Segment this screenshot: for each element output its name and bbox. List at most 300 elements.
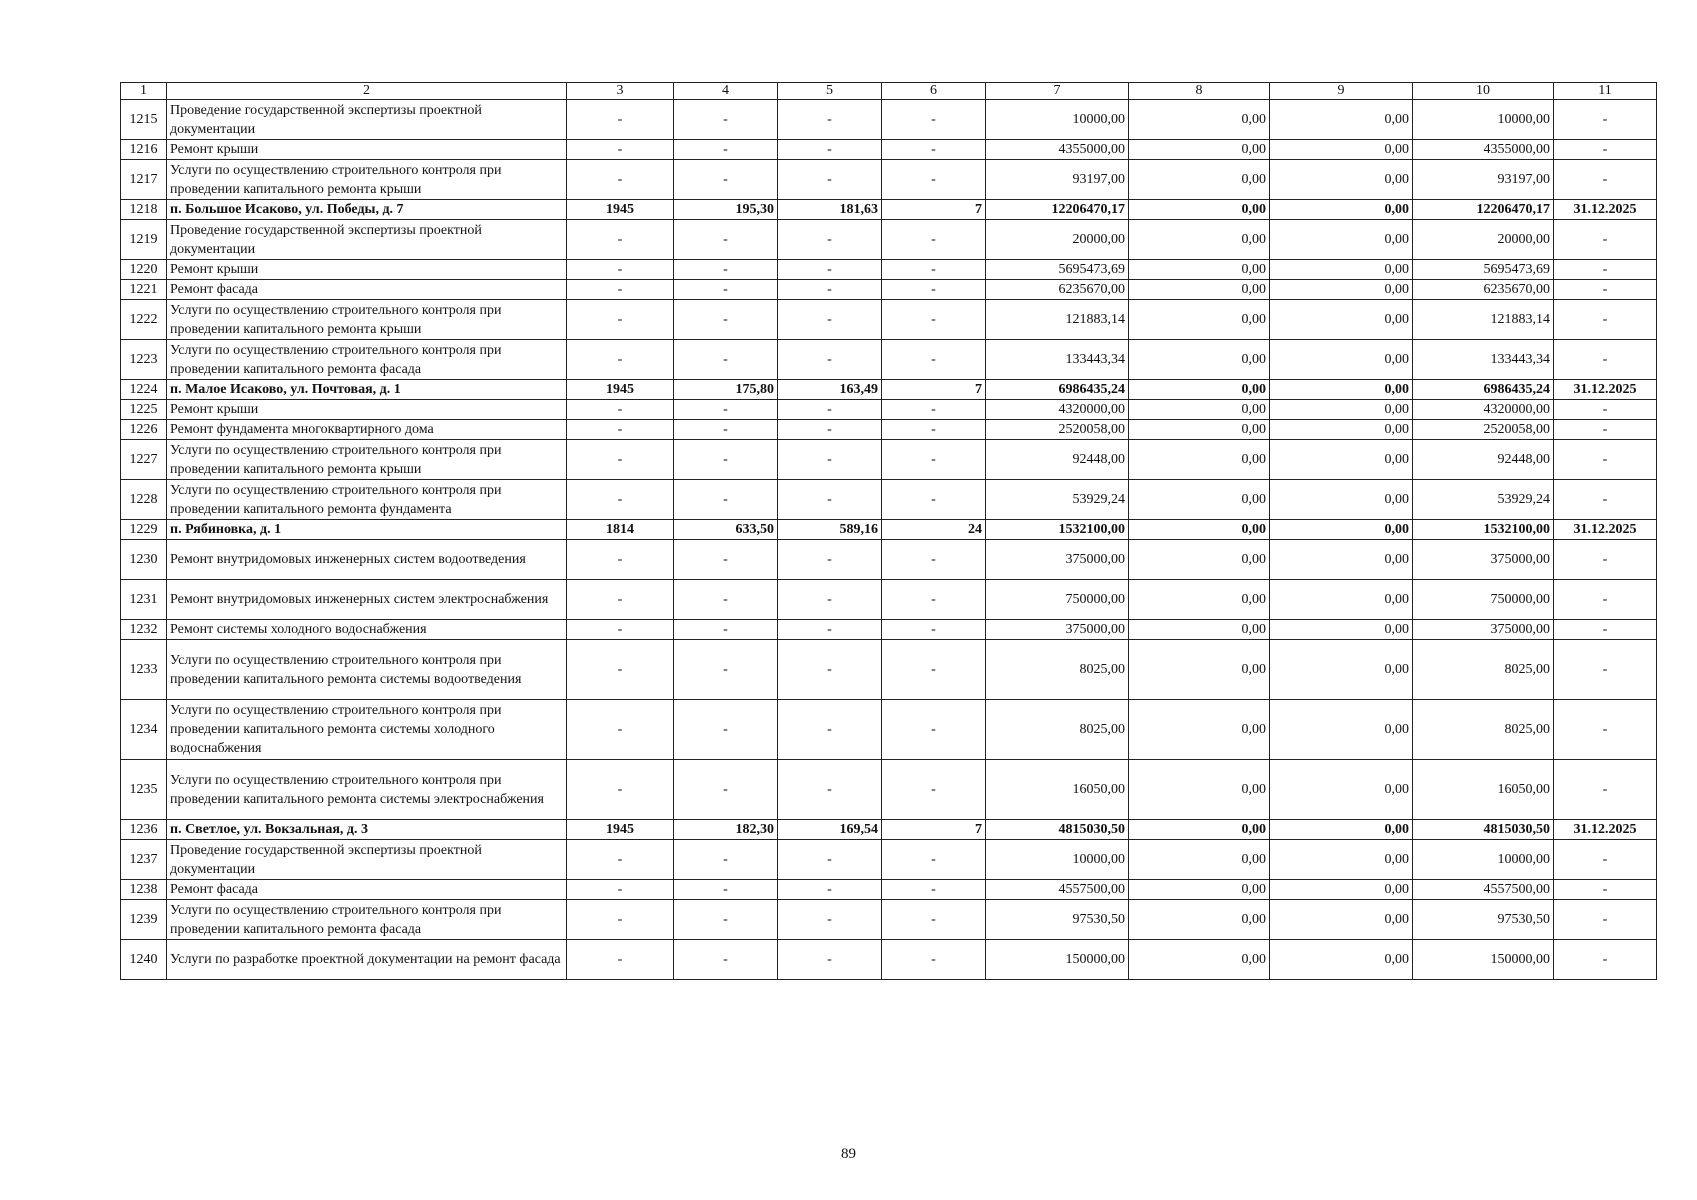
table-row (121, 620, 1657, 640)
col-11-cell: 31.12.2025 (1554, 200, 1657, 220)
col-11-cell: - (1554, 620, 1657, 640)
col-5-cell: - (778, 300, 882, 340)
col-8-cell: 0,00 (1129, 480, 1270, 520)
col-4-cell: - (674, 900, 778, 940)
col-10-cell: 97530,50 (1413, 900, 1554, 940)
col-3-cell: - (567, 260, 674, 280)
col-3-cell: - (567, 880, 674, 900)
col-7-cell: 150000,00 (986, 940, 1129, 980)
row-number-cell: 1220 (121, 260, 167, 280)
col-5-cell: 163,49 (778, 380, 882, 400)
header-cell: 7 (986, 83, 1129, 100)
work-name-cell: п. Малое Исаково, ул. Почтовая, д. 1 (167, 380, 567, 400)
header-cell: 8 (1129, 83, 1270, 100)
col-8-cell: 0,00 (1129, 900, 1270, 940)
work-name-cell: п. Светлое, ул. Вокзальная, д. 3 (167, 820, 567, 840)
col-11-cell: - (1554, 940, 1657, 980)
col-9-cell: 0,00 (1270, 760, 1413, 820)
work-name-cell: Ремонт внутридомовых инженерных систем водоотведения (167, 540, 567, 580)
col-5-cell: - (778, 840, 882, 880)
col-10-cell: 4557500,00 (1413, 880, 1554, 900)
col-4-cell: - (674, 160, 778, 200)
col-7-cell: 10000,00 (986, 840, 1129, 880)
col-3-cell: - (567, 620, 674, 640)
col-6-cell: 7 (882, 820, 986, 840)
col-9-cell: 0,00 (1270, 140, 1413, 160)
col-11-cell: - (1554, 640, 1657, 700)
table-row (121, 940, 1657, 980)
col-7-cell: 53929,24 (986, 480, 1129, 520)
col-5-cell: - (778, 340, 882, 380)
row-number-cell: 1232 (121, 620, 167, 640)
col-8-cell: 0,00 (1129, 640, 1270, 700)
col-8-cell: 0,00 (1129, 880, 1270, 900)
col-7-cell: 93197,00 (986, 160, 1129, 200)
col-8-cell: 0,00 (1129, 280, 1270, 300)
work-name-cell: Проведение государственной экспертизы проектной документации (167, 100, 567, 140)
col-9-cell: 0,00 (1270, 380, 1413, 400)
table-row (121, 880, 1657, 900)
col-6-cell: - (882, 280, 986, 300)
col-6-cell: - (882, 140, 986, 160)
col-9-cell: 0,00 (1270, 100, 1413, 140)
col-7-cell: 8025,00 (986, 700, 1129, 760)
col-8-cell: 0,00 (1129, 940, 1270, 980)
header-cell: 4 (674, 83, 778, 100)
col-8-cell: 0,00 (1129, 760, 1270, 820)
work-name-cell: Услуги по осуществлению строительного контроля при проведении капитального ремонта системы холодного водоснабжения (167, 700, 567, 760)
row-number-cell: 1218 (121, 200, 167, 220)
col-6-cell: - (882, 260, 986, 280)
col-6-cell: - (882, 640, 986, 700)
col-11-cell: 31.12.2025 (1554, 820, 1657, 840)
col-7-cell: 8025,00 (986, 640, 1129, 700)
page-number: 89 (841, 1146, 856, 1162)
col-9-cell: 0,00 (1270, 540, 1413, 580)
col-8-cell: 0,00 (1129, 380, 1270, 400)
col-3-cell: 1814 (567, 520, 674, 540)
col-5-cell: 589,16 (778, 520, 882, 540)
col-5-cell: - (778, 940, 882, 980)
col-3-cell: - (567, 340, 674, 380)
table-row (121, 260, 1657, 280)
col-10-cell: 150000,00 (1413, 940, 1554, 980)
address-row (121, 380, 1657, 400)
col-5-cell: - (778, 540, 882, 580)
table-body (121, 83, 1657, 980)
row-number-cell: 1225 (121, 400, 167, 420)
col-10-cell: 750000,00 (1413, 580, 1554, 620)
row-number-cell: 1228 (121, 480, 167, 520)
col-8-cell: 0,00 (1129, 100, 1270, 140)
col-6-cell: - (882, 760, 986, 820)
col-9-cell: 0,00 (1270, 420, 1413, 440)
col-9-cell: 0,00 (1270, 400, 1413, 420)
table-row (121, 580, 1657, 620)
col-11-cell: - (1554, 440, 1657, 480)
header-cell: 10 (1413, 83, 1554, 100)
col-10-cell: 10000,00 (1413, 840, 1554, 880)
col-9-cell: 0,00 (1270, 840, 1413, 880)
col-11-cell: - (1554, 340, 1657, 380)
col-6-cell: - (882, 840, 986, 880)
table-row (121, 140, 1657, 160)
work-name-cell: Проведение государственной экспертизы проектной документации (167, 840, 567, 880)
col-9-cell: 0,00 (1270, 280, 1413, 300)
work-name-cell: Услуги по осуществлению строительного контроля при проведении капитального ремонта фасада (167, 900, 567, 940)
col-11-cell: - (1554, 840, 1657, 880)
col-4-cell: - (674, 280, 778, 300)
col-7-cell: 10000,00 (986, 100, 1129, 140)
col-10-cell: 8025,00 (1413, 640, 1554, 700)
col-4-cell: - (674, 700, 778, 760)
col-3-cell: - (567, 940, 674, 980)
col-3-cell: - (567, 760, 674, 820)
col-10-cell: 375000,00 (1413, 540, 1554, 580)
col-6-cell: 24 (882, 520, 986, 540)
col-10-cell: 133443,34 (1413, 340, 1554, 380)
col-5-cell: - (778, 440, 882, 480)
header-cell: 2 (167, 83, 567, 100)
col-8-cell: 0,00 (1129, 300, 1270, 340)
header-cell: 5 (778, 83, 882, 100)
col-4-cell: 633,50 (674, 520, 778, 540)
row-number-cell: 1236 (121, 820, 167, 840)
col-4-cell: - (674, 420, 778, 440)
col-6-cell: - (882, 100, 986, 140)
col-3-cell: - (567, 100, 674, 140)
col-9-cell: 0,00 (1270, 580, 1413, 620)
work-name-cell: Услуги по осуществлению строительного контроля при проведении капитального ремонта системы водоотведения (167, 640, 567, 700)
row-number-cell: 1229 (121, 520, 167, 540)
col-3-cell: 1945 (567, 380, 674, 400)
col-10-cell: 16050,00 (1413, 760, 1554, 820)
col-5-cell: - (778, 700, 882, 760)
col-5-cell: - (778, 100, 882, 140)
table-row (121, 280, 1657, 300)
col-6-cell: - (882, 900, 986, 940)
col-5-cell: 169,54 (778, 820, 882, 840)
col-5-cell: - (778, 900, 882, 940)
col-6-cell: - (882, 580, 986, 620)
col-6-cell: - (882, 220, 986, 260)
col-8-cell: 0,00 (1129, 340, 1270, 380)
col-4-cell: - (674, 840, 778, 880)
work-name-cell: Ремонт фасада (167, 280, 567, 300)
work-name-cell: Услуги по осуществлению строительного контроля при проведении капитального ремонта крыши (167, 160, 567, 200)
col-8-cell: 0,00 (1129, 580, 1270, 620)
col-4-cell: - (674, 440, 778, 480)
work-name-cell: Ремонт внутридомовых инженерных систем электроснабжения (167, 580, 567, 620)
col-3-cell: - (567, 580, 674, 620)
table-row (121, 480, 1657, 520)
col-9-cell: 0,00 (1270, 200, 1413, 220)
col-5-cell: 181,63 (778, 200, 882, 220)
row-number-cell: 1238 (121, 880, 167, 900)
row-number-cell: 1223 (121, 340, 167, 380)
col-10-cell: 6986435,24 (1413, 380, 1554, 400)
row-number-cell: 1234 (121, 700, 167, 760)
col-4-cell: 182,30 (674, 820, 778, 840)
row-number-cell: 1216 (121, 140, 167, 160)
row-number-cell: 1239 (121, 900, 167, 940)
col-8-cell: 0,00 (1129, 400, 1270, 420)
col-8-cell: 0,00 (1129, 840, 1270, 880)
col-11-cell: - (1554, 140, 1657, 160)
col-7-cell: 12206470,17 (986, 200, 1129, 220)
col-3-cell: - (567, 400, 674, 420)
work-name-cell: Услуги по осуществлению строительного контроля при проведении капитального ремонта крыши (167, 300, 567, 340)
table-row (121, 640, 1657, 700)
row-number-cell: 1226 (121, 420, 167, 440)
col-7-cell: 1532100,00 (986, 520, 1129, 540)
col-7-cell: 16050,00 (986, 760, 1129, 820)
col-4-cell: - (674, 760, 778, 820)
col-6-cell: - (882, 160, 986, 200)
col-8-cell: 0,00 (1129, 420, 1270, 440)
col-9-cell: 0,00 (1270, 620, 1413, 640)
col-11-cell: 31.12.2025 (1554, 380, 1657, 400)
work-name-cell: Ремонт фасада (167, 880, 567, 900)
col-10-cell: 4355000,00 (1413, 140, 1554, 160)
col-7-cell: 4557500,00 (986, 880, 1129, 900)
col-11-cell: - (1554, 300, 1657, 340)
col-3-cell: - (567, 540, 674, 580)
col-10-cell: 121883,14 (1413, 300, 1554, 340)
col-4-cell: - (674, 220, 778, 260)
col-6-cell: - (882, 400, 986, 420)
work-name-cell: Ремонт крыши (167, 260, 567, 280)
address-row (121, 520, 1657, 540)
col-5-cell: - (778, 160, 882, 200)
column-number-header-row (121, 83, 1657, 100)
table-row (121, 760, 1657, 820)
work-name-cell: п. Рябиновка, д. 1 (167, 520, 567, 540)
table-row (121, 220, 1657, 260)
col-5-cell: - (778, 140, 882, 160)
col-3-cell: 1945 (567, 200, 674, 220)
work-name-cell: Ремонт фундамента многоквартирного дома (167, 420, 567, 440)
col-9-cell: 0,00 (1270, 160, 1413, 200)
col-3-cell: - (567, 700, 674, 760)
work-name-cell: Проведение государственной экспертизы проектной документации (167, 220, 567, 260)
col-7-cell: 6986435,24 (986, 380, 1129, 400)
col-7-cell: 4320000,00 (986, 400, 1129, 420)
table-row (121, 160, 1657, 200)
col-6-cell: - (882, 700, 986, 760)
col-8-cell: 0,00 (1129, 620, 1270, 640)
col-5-cell: - (778, 880, 882, 900)
col-6-cell: - (882, 620, 986, 640)
work-name-cell: Услуги по осуществлению строительного контроля при проведении капитального ремонта системы электроснабжения (167, 760, 567, 820)
col-7-cell: 92448,00 (986, 440, 1129, 480)
header-cell: 6 (882, 83, 986, 100)
col-8-cell: 0,00 (1129, 200, 1270, 220)
col-10-cell: 6235670,00 (1413, 280, 1554, 300)
col-7-cell: 20000,00 (986, 220, 1129, 260)
col-4-cell: - (674, 640, 778, 700)
col-8-cell: 0,00 (1129, 220, 1270, 260)
col-10-cell: 375000,00 (1413, 620, 1554, 640)
col-11-cell: - (1554, 420, 1657, 440)
col-11-cell: - (1554, 160, 1657, 200)
col-7-cell: 5695473,69 (986, 260, 1129, 280)
col-8-cell: 0,00 (1129, 140, 1270, 160)
col-9-cell: 0,00 (1270, 520, 1413, 540)
col-9-cell: 0,00 (1270, 340, 1413, 380)
col-7-cell: 4815030,50 (986, 820, 1129, 840)
col-9-cell: 0,00 (1270, 900, 1413, 940)
col-7-cell: 375000,00 (986, 540, 1129, 580)
work-name-cell: Ремонт крыши (167, 140, 567, 160)
col-5-cell: - (778, 420, 882, 440)
col-3-cell: - (567, 160, 674, 200)
col-3-cell: - (567, 900, 674, 940)
row-number-cell: 1227 (121, 440, 167, 480)
col-11-cell: - (1554, 700, 1657, 760)
col-8-cell: 0,00 (1129, 700, 1270, 760)
col-6-cell: - (882, 440, 986, 480)
col-10-cell: 4815030,50 (1413, 820, 1554, 840)
work-name-cell: п. Большое Исаково, ул. Победы, д. 7 (167, 200, 567, 220)
col-9-cell: 0,00 (1270, 640, 1413, 700)
header-cell: 11 (1554, 83, 1657, 100)
row-number-cell: 1230 (121, 540, 167, 580)
work-name-cell: Услуги по осуществлению строительного контроля при проведении капитального ремонта фундамента (167, 480, 567, 520)
col-4-cell: - (674, 940, 778, 980)
col-6-cell: - (882, 480, 986, 520)
address-row (121, 820, 1657, 840)
col-6-cell: - (882, 420, 986, 440)
table-row (121, 400, 1657, 420)
col-6-cell: - (882, 300, 986, 340)
col-11-cell: - (1554, 220, 1657, 260)
col-6-cell: - (882, 340, 986, 380)
col-4-cell: - (674, 340, 778, 380)
col-4-cell: - (674, 540, 778, 580)
col-5-cell: - (778, 760, 882, 820)
col-4-cell: - (674, 140, 778, 160)
row-number-cell: 1235 (121, 760, 167, 820)
col-10-cell: 93197,00 (1413, 160, 1554, 200)
col-6-cell: 7 (882, 200, 986, 220)
col-3-cell: 1945 (567, 820, 674, 840)
work-name-cell: Услуги по осуществлению строительного контроля при проведении капитального ремонта фасада (167, 340, 567, 380)
col-4-cell: - (674, 400, 778, 420)
header-cell: 3 (567, 83, 674, 100)
col-9-cell: 0,00 (1270, 880, 1413, 900)
col-3-cell: - (567, 420, 674, 440)
col-3-cell: - (567, 440, 674, 480)
row-number-cell: 1231 (121, 580, 167, 620)
col-10-cell: 12206470,17 (1413, 200, 1554, 220)
col-11-cell: - (1554, 280, 1657, 300)
col-4-cell: - (674, 300, 778, 340)
col-10-cell: 92448,00 (1413, 440, 1554, 480)
col-6-cell: 7 (882, 380, 986, 400)
col-7-cell: 6235670,00 (986, 280, 1129, 300)
col-5-cell: - (778, 620, 882, 640)
col-10-cell: 2520058,00 (1413, 420, 1554, 440)
row-number-cell: 1224 (121, 380, 167, 400)
col-8-cell: 0,00 (1129, 520, 1270, 540)
col-10-cell: 1532100,00 (1413, 520, 1554, 540)
col-9-cell: 0,00 (1270, 260, 1413, 280)
col-7-cell: 121883,14 (986, 300, 1129, 340)
col-11-cell: - (1554, 400, 1657, 420)
row-number-cell: 1237 (121, 840, 167, 880)
col-10-cell: 53929,24 (1413, 480, 1554, 520)
col-11-cell: - (1554, 480, 1657, 520)
col-5-cell: - (778, 640, 882, 700)
col-6-cell: - (882, 880, 986, 900)
col-10-cell: 10000,00 (1413, 100, 1554, 140)
col-3-cell: - (567, 640, 674, 700)
col-6-cell: - (882, 540, 986, 580)
table-row (121, 700, 1657, 760)
col-7-cell: 133443,34 (986, 340, 1129, 380)
col-7-cell: 2520058,00 (986, 420, 1129, 440)
col-10-cell: 4320000,00 (1413, 400, 1554, 420)
table-row (121, 540, 1657, 580)
row-number-cell: 1221 (121, 280, 167, 300)
col-6-cell: - (882, 940, 986, 980)
table-row (121, 440, 1657, 480)
work-name-cell: Ремонт крыши (167, 400, 567, 420)
col-5-cell: - (778, 260, 882, 280)
col-5-cell: - (778, 580, 882, 620)
table-row (121, 900, 1657, 940)
table-row (121, 420, 1657, 440)
col-9-cell: 0,00 (1270, 820, 1413, 840)
col-3-cell: - (567, 220, 674, 260)
row-number-cell: 1233 (121, 640, 167, 700)
col-11-cell: - (1554, 760, 1657, 820)
header-cell: 9 (1270, 83, 1413, 100)
col-5-cell: - (778, 280, 882, 300)
col-3-cell: - (567, 300, 674, 340)
col-3-cell: - (567, 480, 674, 520)
table-row (121, 300, 1657, 340)
row-number-cell: 1240 (121, 940, 167, 980)
col-9-cell: 0,00 (1270, 700, 1413, 760)
row-number-cell: 1217 (121, 160, 167, 200)
col-9-cell: 0,00 (1270, 220, 1413, 260)
col-4-cell: - (674, 620, 778, 640)
col-9-cell: 0,00 (1270, 480, 1413, 520)
col-5-cell: - (778, 220, 882, 260)
col-10-cell: 5695473,69 (1413, 260, 1554, 280)
address-row (121, 200, 1657, 220)
col-4-cell: - (674, 100, 778, 140)
col-9-cell: 0,00 (1270, 300, 1413, 340)
col-7-cell: 375000,00 (986, 620, 1129, 640)
col-8-cell: 0,00 (1129, 160, 1270, 200)
col-3-cell: - (567, 140, 674, 160)
col-4-cell: 175,80 (674, 380, 778, 400)
work-name-cell: Услуги по осуществлению строительного контроля при проведении капитального ремонта крыши (167, 440, 567, 480)
header-cell: 1 (121, 83, 167, 100)
table-row (121, 100, 1657, 140)
col-8-cell: 0,00 (1129, 820, 1270, 840)
table-row (121, 340, 1657, 380)
col-11-cell: - (1554, 540, 1657, 580)
col-3-cell: - (567, 840, 674, 880)
col-4-cell: - (674, 260, 778, 280)
col-9-cell: 0,00 (1270, 940, 1413, 980)
col-8-cell: 0,00 (1129, 260, 1270, 280)
row-number-cell: 1222 (121, 300, 167, 340)
